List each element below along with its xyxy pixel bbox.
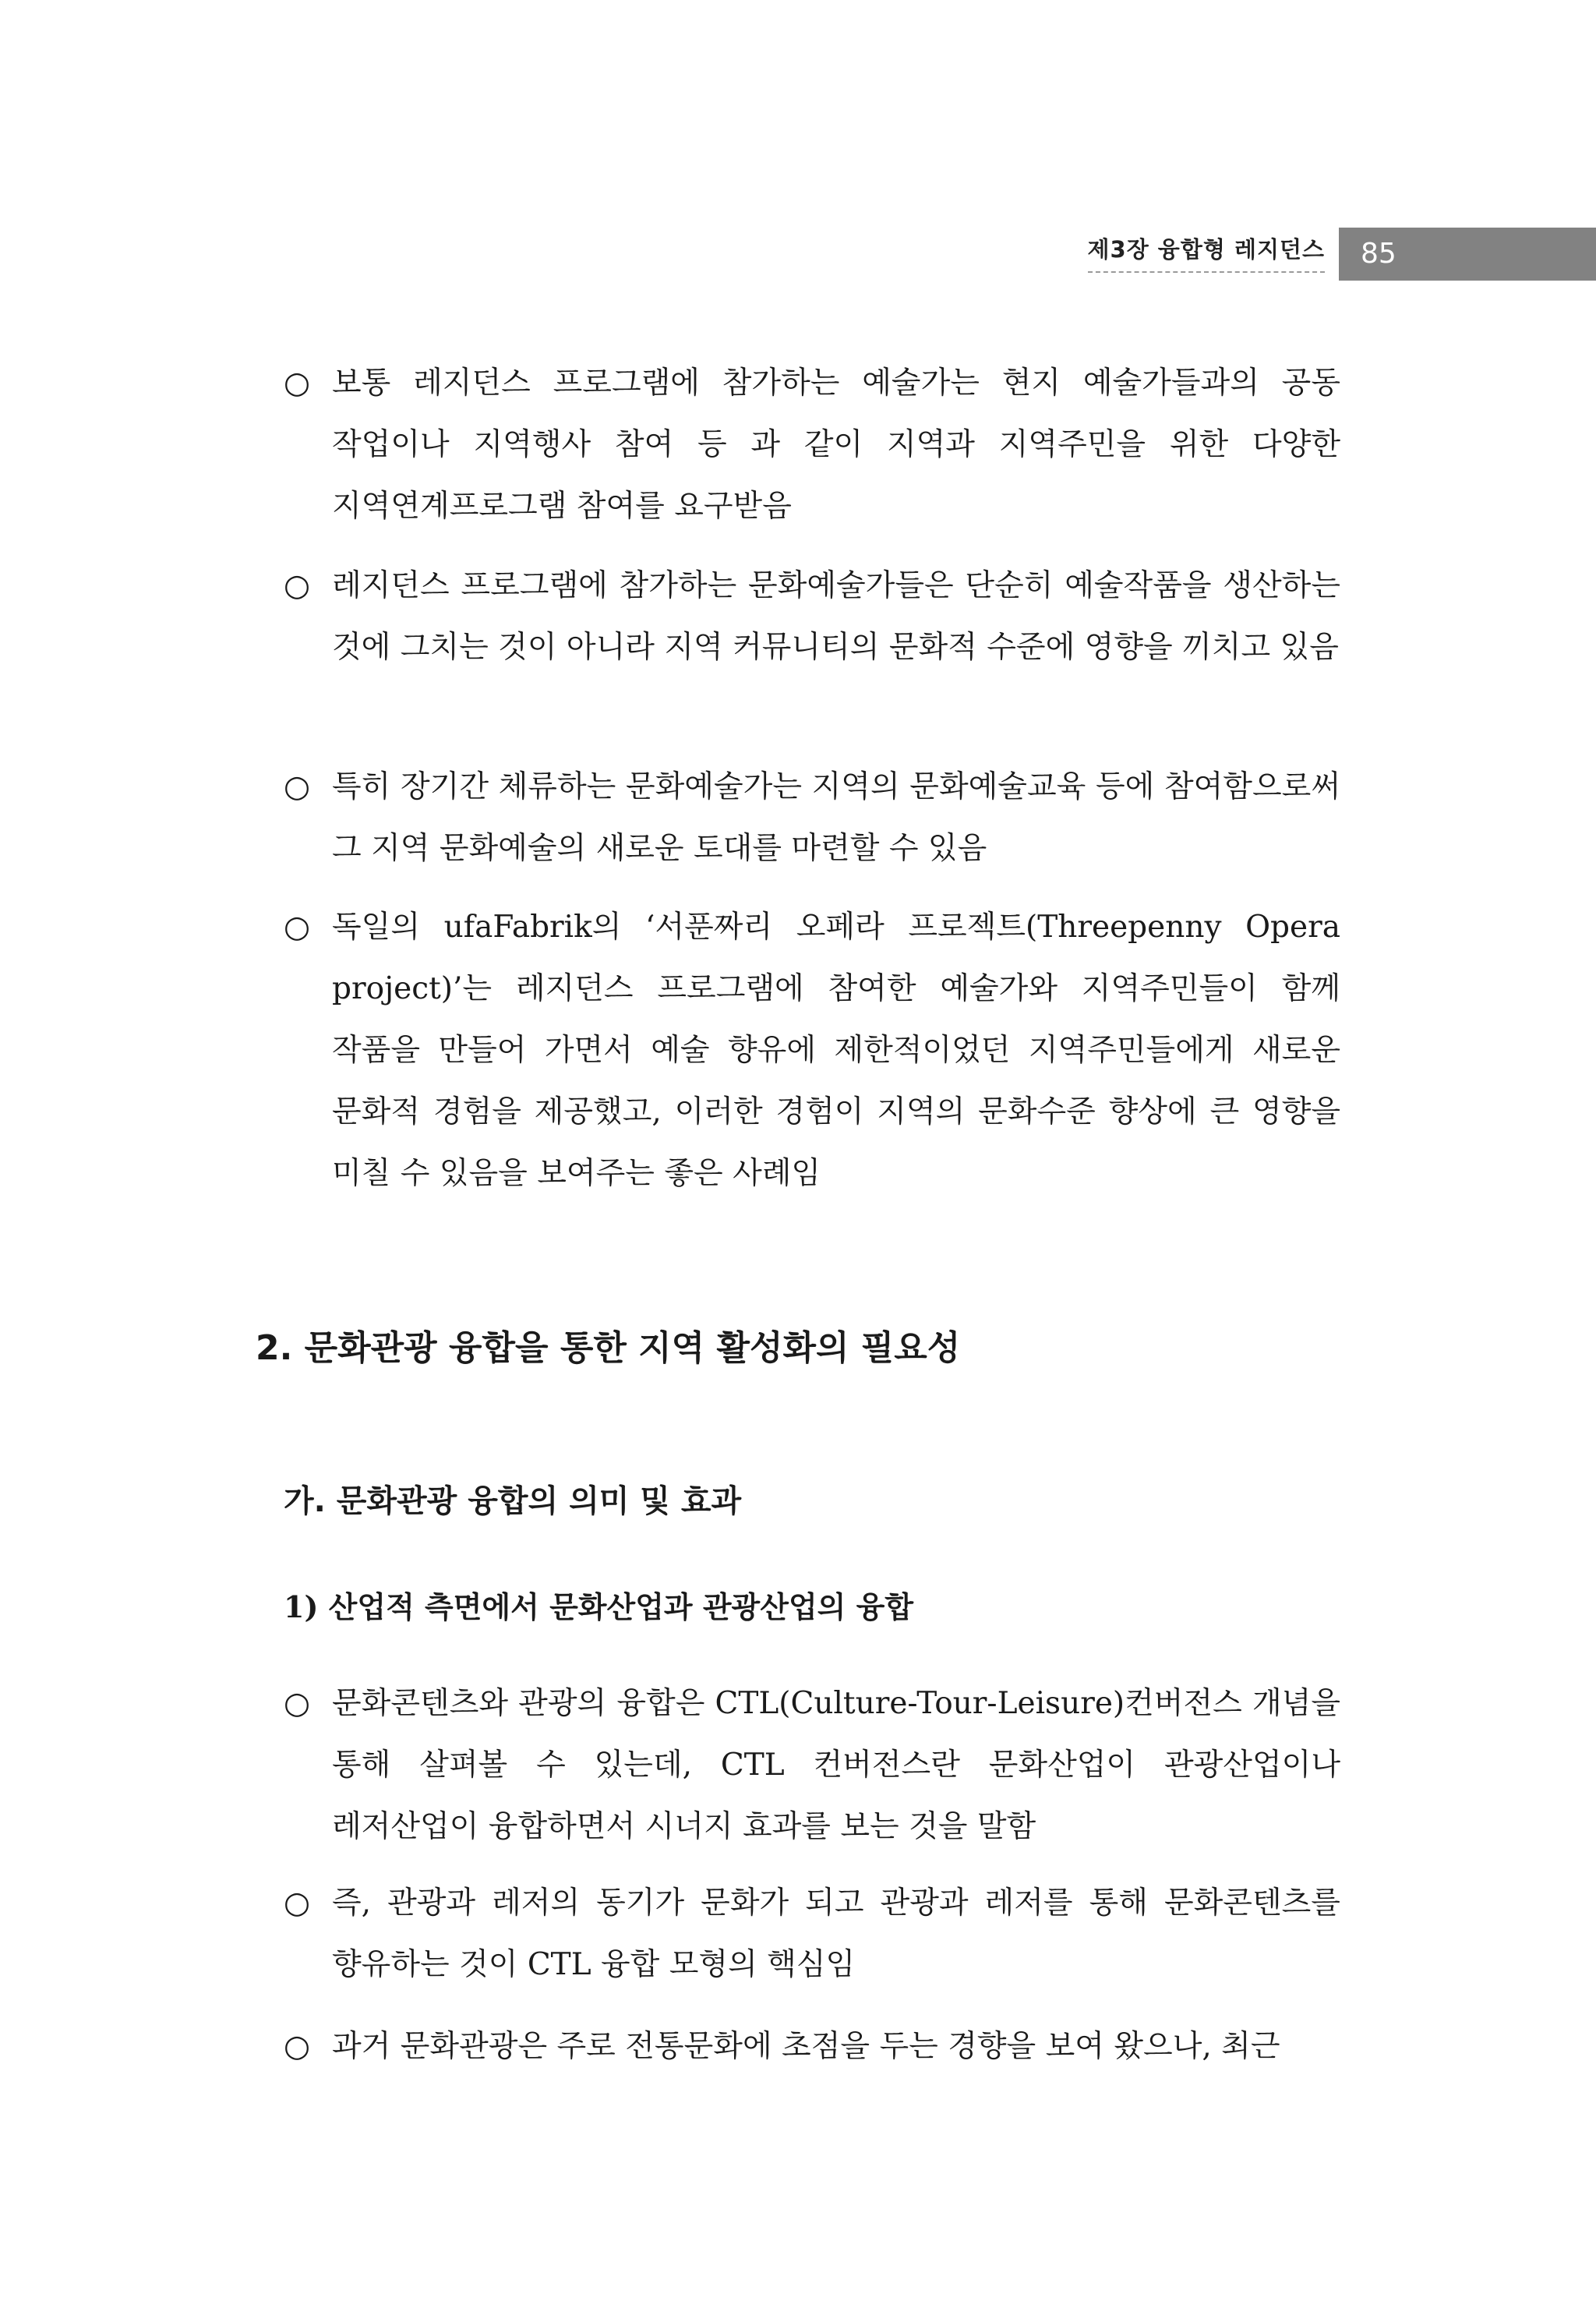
section-heading: 2. 문화관광 융합을 통한 지역 활성화의 필요성 [256,1328,961,1368]
bullet-text: 독일의 ufaFabrik의 ‘서푼짜리 오페라 프로젝트(Threepenny Opera project)’는 레지던스 프로그램에 참여한 예술가와 지역주민들이 함께 작품을 만들어 가면서 예술 향유에 제한적이었던 지역주민들에게 새로운 문화적 경험을 제공했고, 이러한 경험이 지역의 문화수준 향상에 큰 영향을 미칠 수 있음을 보여주는 좋은 사례임 [332,910,1340,1191]
bullet-item [284,555,1340,678]
bullet-marker: ○ [284,568,311,603]
bullet-text: 보통 레지던스 프로그램에 참가하는 예술가는 현지 예술가들과의 공동 작업이나 지역행사 참여 등 과 같이 지역과 지역주민을 위한 다양한 지역연계프로그램 참여를 요구받음 [332,366,1340,524]
bullet-item [284,896,1340,1204]
bullet-item [284,1872,1340,1995]
bullet-item [284,352,1340,537]
bullet-text: 즉, 관광과 레저의 동기가 문화가 되고 관광과 레저를 통해 문화콘텐츠를 향유하는 것이 CTL 융합 모형의 핵심임 [332,1886,1340,1982]
bullet-text: 과거 문화관광은 주로 전통문화에 초점을 두는 경향을 보여 왔으나, 최근 [332,2029,1280,2064]
bullet-marker: ○ [284,366,311,401]
running-header [1013,228,1596,281]
bullet-marker: ○ [284,1686,311,1721]
page-number-tab [1339,228,1596,281]
bullet-marker: ○ [284,769,311,804]
subsection-heading: 가. 문화관광 융합의 의미 및 효과 [284,1483,742,1519]
bullet-text: 레지던스 프로그램에 참가하는 문화예술가들은 단순히 예술작품을 생산하는 것에 그치는 것이 아니라 지역 커뮤니티의 문화적 수준에 영향을 끼치고 있음 [332,568,1340,665]
bullet-item [284,2016,1340,2077]
bullet-text: 특히 장기간 체류하는 문화예술가는 지역의 문화예술교육 등에 참여함으로써 그 지역 문화예술의 새로운 토대를 마련할 수 있음 [332,769,1340,866]
bullet-marker: ○ [284,2029,311,2064]
bullet-marker: ○ [284,910,311,945]
bullet-marker: ○ [284,1886,311,1921]
bullet-item [284,756,1340,879]
page-number: 85 [1361,238,1396,270]
bullet-text: 문화콘텐츠와 관광의 융합은 CTL(Culture-Tour-Leisure)컨버전스 개념을 통해 살펴볼 수 있는데, CTL 컨버전스란 문화산업이 관광산업이나 레저산업이 융합하면서 시너지 효과를 보는 것을 말함 [332,1686,1340,1844]
subsubsection-heading: 1) 산업적 측면에서 문화산업과 관광산업의 융합 [284,1589,914,1624]
bullet-item [284,1673,1340,1857]
chapter-title: 제3장 융합형 레지던스 [1088,228,1326,273]
